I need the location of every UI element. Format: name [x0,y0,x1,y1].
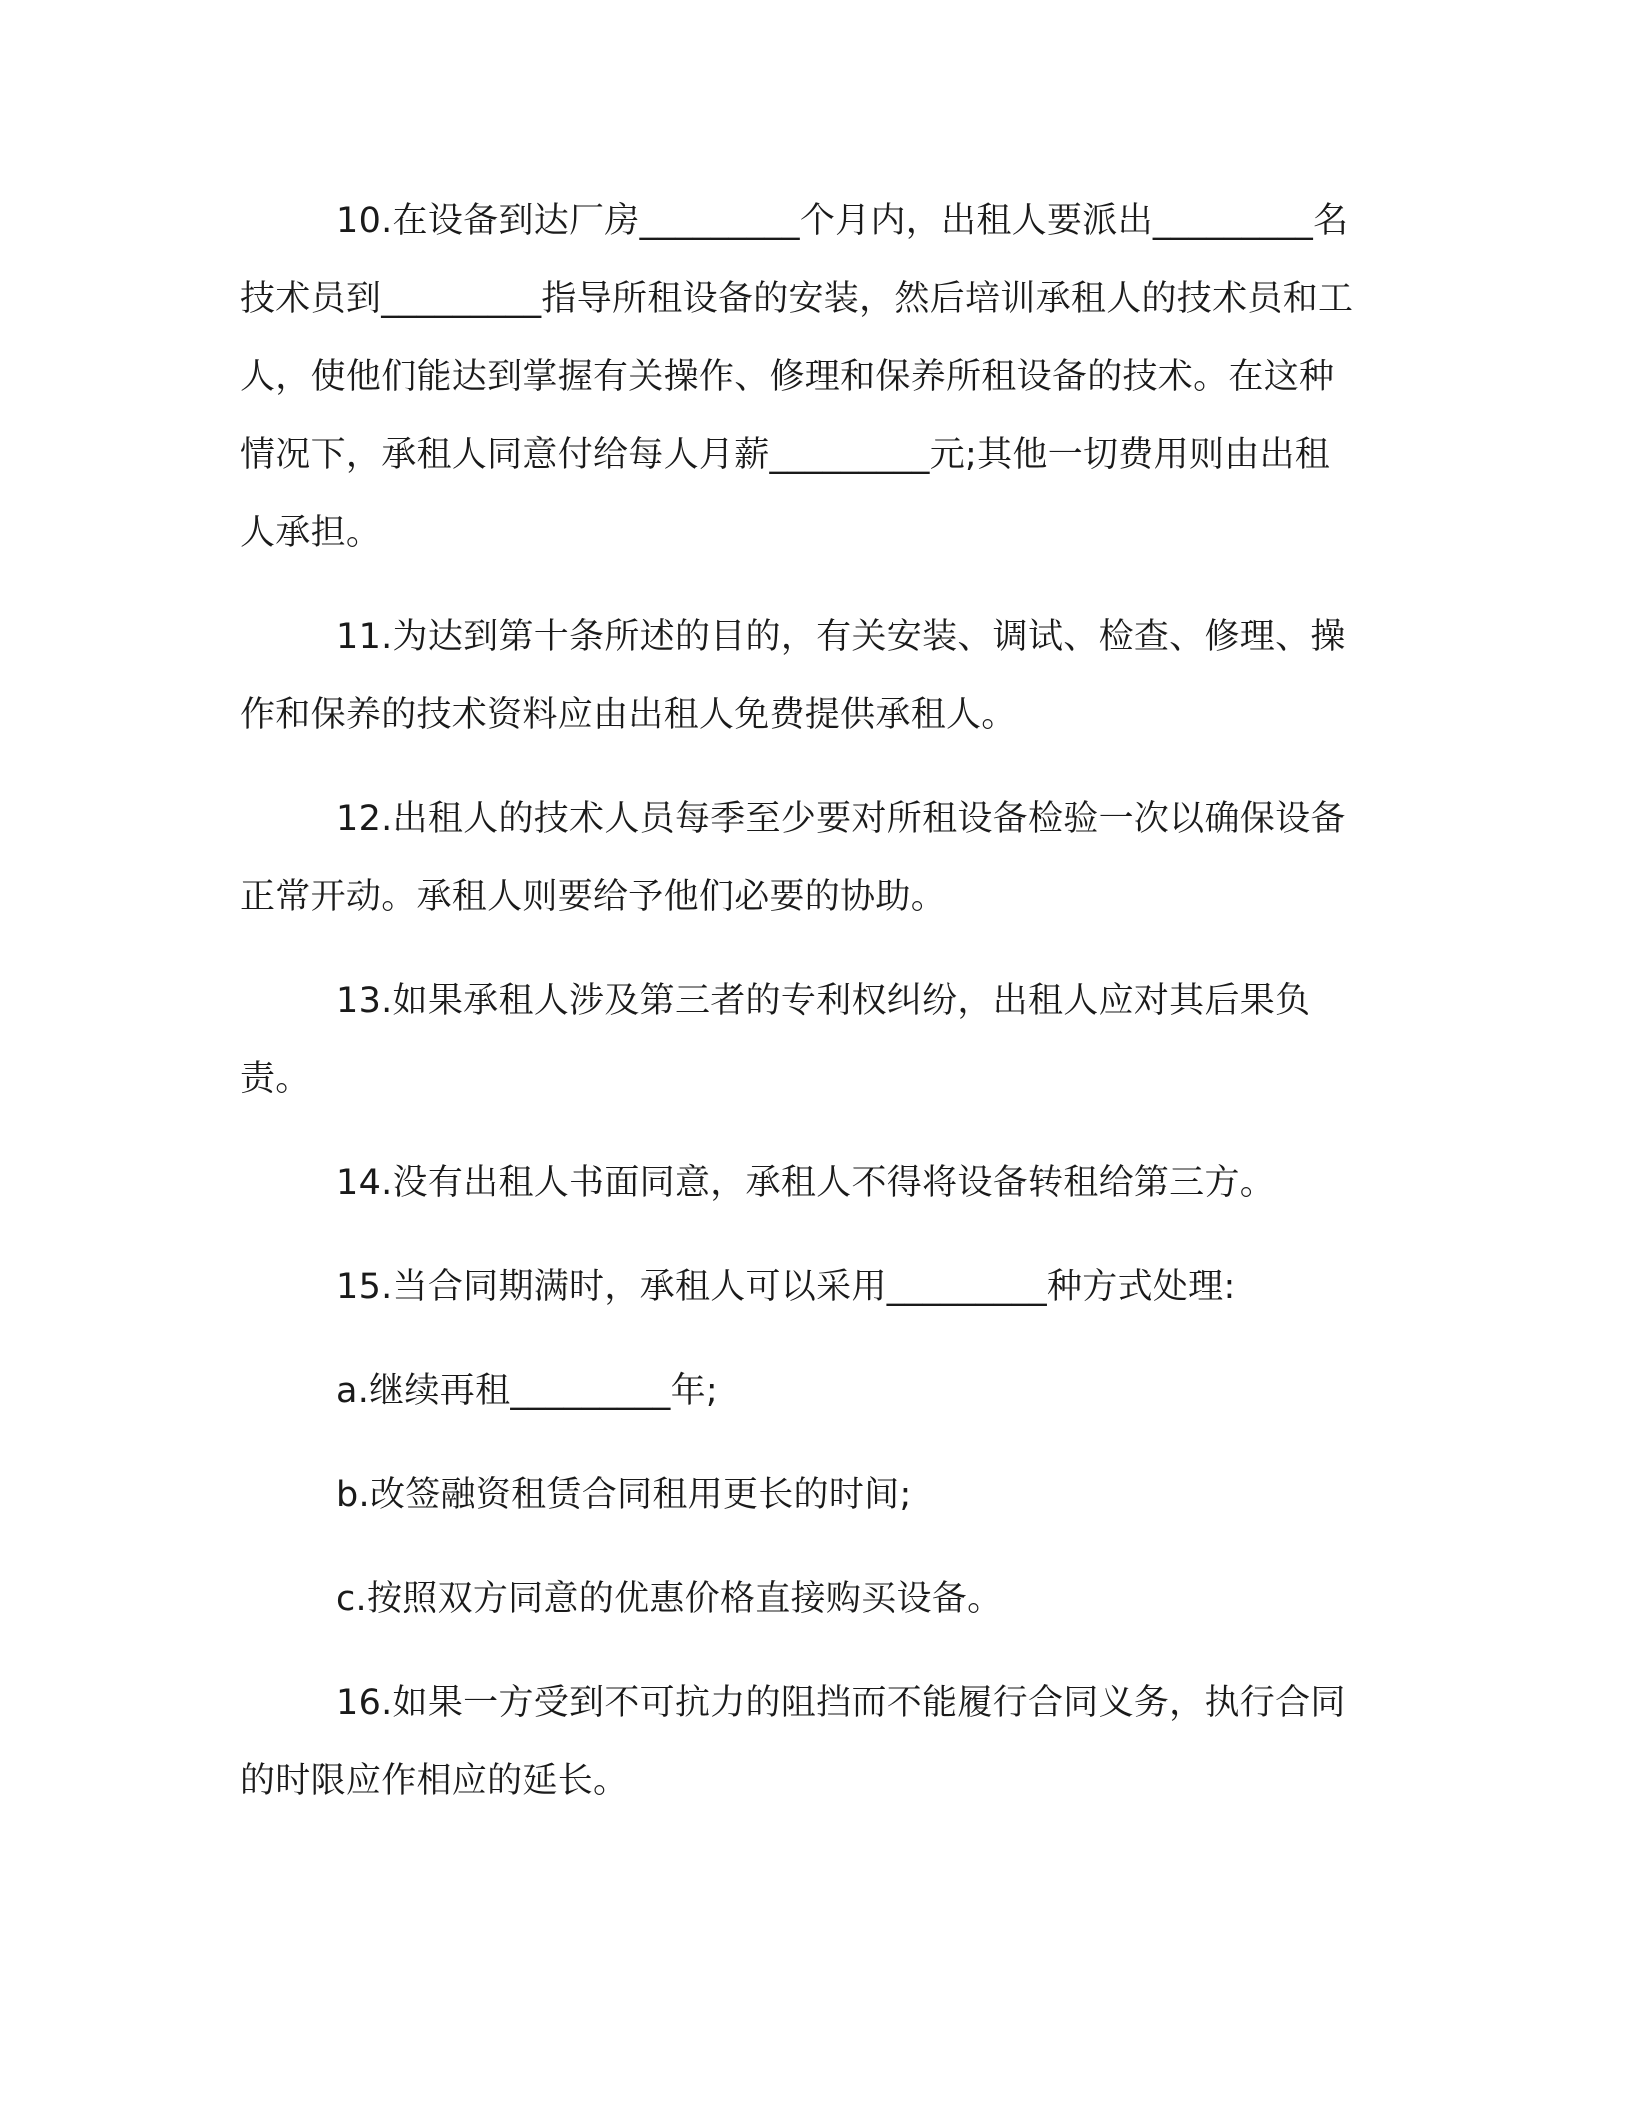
clause-13: 13.如果承租人涉及第三者的专利权纠纷，出租人应对其后果负责。 [240,981,1311,1099]
document-body [240,182,1365,1820]
clause-15-option-a: a.继续再租_________年; [336,1371,718,1411]
clause-15-option-b: b.改签融资租赁合同租用更长的时间; [336,1475,912,1515]
clause-11: 11.为达到第十条所述的目的，有关安装、调试、检查、修理、操作和保养的技术资料应由出租人免费提供承租人。 [240,617,1346,735]
clause-14: 14.没有出租人书面同意，承租人不得将设备转租给第三方。 [336,1163,1276,1203]
clause-12: 12.出租人的技术人员每季至少要对所租设备检验一次以确保设备正常开动。承租人则要给予他们必要的协助。 [240,799,1346,917]
clause-15-option-c: c.按照双方同意的优惠价格直接购买设备。 [336,1579,1003,1619]
clause-15: 15.当合同期满时，承租人可以采用_________种方式处理: [336,1267,1236,1307]
clause-16: 16.如果一方受到不可抗力的阻挡而不能履行合同义务，执行合同的时限应作相应的延长。 [240,1683,1346,1801]
clause-10: 10.在设备到达厂房_________个月内，出租人要派出_________名技术员到_________指导所租设备的安装，然后培训承租人的技术员和工人，使他们能达到掌握有关操作、修理和保养所租设备的技术。在这种情况下，承租人同意付给每人月薪_________元;其他一切费用则由出租人承担。 [240,201,1354,553]
